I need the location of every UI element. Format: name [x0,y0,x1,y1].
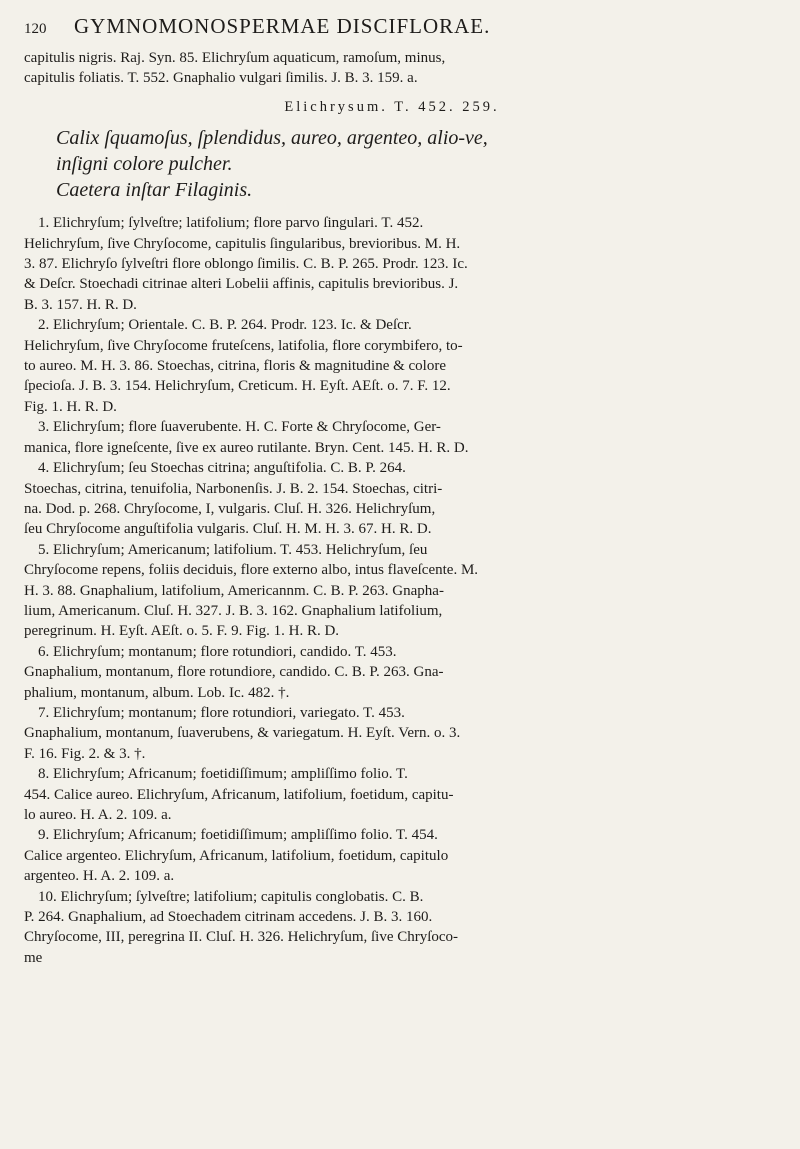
entry-line: lo aureo. H. A. 2. 109. a. [24,807,172,823]
diagnosis-line: inſigni colore pulcher. [56,153,233,176]
entry-line: Calice argenteo. Elichryſum, Africanum, latifolium, foetidum, capitulo [24,847,449,864]
entry-line: na. Dod. p. 268. Chryſocome, I, vulgaris. Cluſ. H. 326. Helichryſum, [24,500,436,517]
entry-line: P. 264. Gnaphalium, ad Stoechadem citrinam accedens. J. B. 3. 160. [24,909,433,926]
entry-line: Helichryſum, ſive Chryſocome, capitulis ſingularibus, brevioribus. M. H. [24,235,461,252]
entry-line: H. 3. 88. Gnaphalium, latifolium, Americannm. C. B. P. 263. Gnapha- [24,582,444,599]
species-entry [24,703,760,764]
species-list [24,213,760,968]
entry-line: 9. Elichryſum; Africanum; foetidiſſimum; ampliſſimo folio. T. 454. [38,827,438,844]
entry-line: to aureo. M. H. 3. 86. Stoechas, citrina, floris & magnitudine & colore [24,358,446,375]
entry-line: Stoechas, citrina, tenuifolia, Narbonenſis. J. B. 2. 154. Stoechas, citri- [24,480,443,497]
entry-line: 6. Elichryſum; montanum; flore rotundiori, candido. T. 453. [38,643,397,660]
entry-line: Fig. 1. H. R. D. [24,398,117,415]
page-body [24,48,760,968]
entry-line: 3. 87. Elichryſo ſylveſtri flore oblongo ſimilis. C. B. P. 265. Prodr. 123. Ic. [24,256,468,273]
entry-line: & Deſcr. Stoechadi citrinae alteri Lobelii affinis, capitulis brevioribus. J. [24,276,459,293]
entry-line: manica, flore igneſcente, ſive ex aureo rutilante. Bryn. Cent. 145. H. R. D. [24,439,469,456]
entry-line: peregrinum. H. Eyſt. AEſt. o. 5. F. 9. Fig. 1. H. R. D. [24,623,340,640]
entry-line: Helichryſum, ſive Chryſocome fruteſcens, latifolia, flore corymbifero, to- [24,337,463,354]
genus-title: Elichrysum. T. 452. 259. [284,98,500,115]
entry-line: 4. Elichryſum; ſeu Stoechas citrina; anguſtifolia. C. B. P. 264. [38,460,406,477]
entry-line: 3. Elichryſum; flore ſuaverubente. H. C. Forte & Chryſocome, Ger- [38,419,441,436]
species-entry [24,825,760,886]
entry-line: phalium, montanum, album. Lob. Ic. 482. †. [24,684,290,701]
species-entry [24,315,760,417]
entry-line: ſpecioſa. J. B. 3. 154. Helichryſum, Creticum. H. Eyſt. AEſt. o. 7. F. 12. [24,378,451,395]
entry-line: Gnaphalium, montanum, ſuaverubens, & variegatum. H. Eyſt. Vern. o. 3. [24,725,461,742]
page-header [24,14,760,48]
intro-line: capitulis foliatis. T. 552. Gnaphalio vulgari ſimilis. J. B. 3. 159. a. [24,70,418,87]
diagnosis-line: Calix ſquamoſus, ſplendidus, aureo, argenteo, alio-ve, [56,127,488,150]
intro-line: capitulis nigris. Raj. Syn. 85. Elichryſum aquaticum, ramoſum, minus, [24,50,446,66]
entry-line: 10. Elichryſum; ſylveſtre; latifolium; capitulis conglobatis. C. B. [38,888,424,905]
entry-line: 8. Elichryſum; Africanum; foetidiſſimum; ampliſſimo folio. T. [38,766,408,783]
entry-line: 2. Elichryſum; Orientale. C. B. P. 264. Prodr. 123. Ic. & Deſcr. [38,317,412,334]
entry-line: ſeu Chryſocome anguſtifolia vulgaris. Cluſ. H. M. H. 3. 67. H. R. D. [24,521,432,538]
entry-line: 5. Elichryſum; Americanum; latifolium. T. 453. Helichryſum, ſeu [38,541,428,558]
entry-line: 454. Calice aureo. Elichryſum, Africanum, latifolium, foetidum, capitu- [24,786,454,803]
entry-line: argenteo. H. A. 2. 109. a. [24,868,175,885]
species-entry [24,540,760,642]
species-entry [24,642,760,703]
species-entry [24,887,760,969]
species-entry [24,764,760,825]
entry-line: Chryſocome repens, foliis deciduis, flore externo albo, intus flaveſcente. M. [24,562,479,579]
species-entry [24,458,760,540]
entry-line: 7. Elichryſum; montanum; flore rotundiori, variegato. T. 453. [38,704,405,721]
entry-line: 1. Elichryſum; ſylveſtre; latifolium; flore parvo ſingulari. T. 452. [38,215,424,232]
entry-line: Gnaphalium, montanum, flore rotundiore, candido. C. B. P. 263. Gna- [24,664,444,681]
page-number: 120 [24,21,47,37]
entry-line: lium, Americanum. Cluſ. H. 327. J. B. 3. 162. Gnaphalium latifolium, [24,602,443,619]
entry-line: F. 16. Fig. 2. & 3. †. [24,745,146,762]
entry-line: B. 3. 157. H. R. D. [24,296,137,313]
species-entry [24,417,760,458]
diagnosis-line: Caetera inſtar Filaginis. [56,179,253,202]
running-head: GYMNOMONOSPERMAE DISCIFLORAE. [74,14,491,38]
species-entry [24,213,760,315]
genus-diagnosis [24,125,760,203]
entry-line: Chryſocome, III, peregrina II. Cluſ. H. 326. Helichryſum, ſive Chryſoco- [24,929,459,946]
entry-line: me [24,949,43,966]
